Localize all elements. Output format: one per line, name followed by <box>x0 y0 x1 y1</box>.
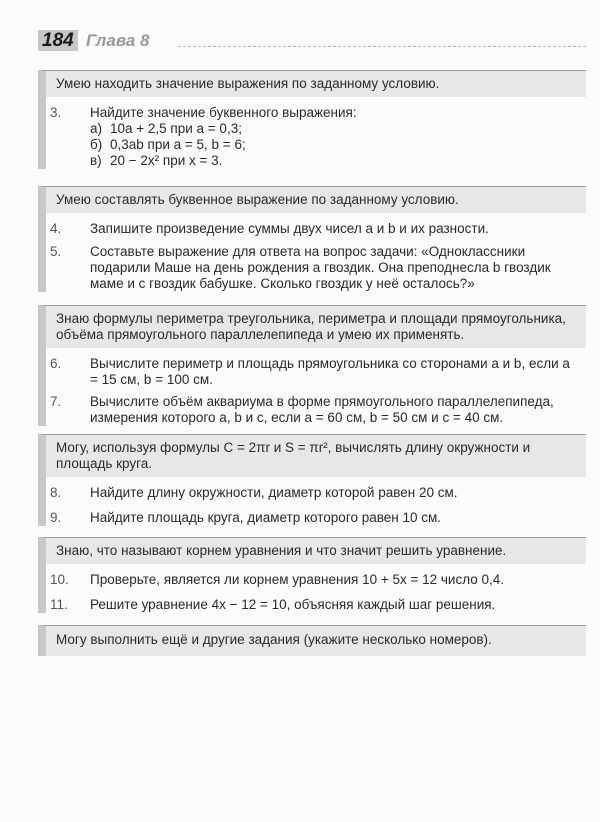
subitem-text: 10a + 2,5 при a = 0,3; <box>110 121 242 136</box>
page-number: 184 <box>38 30 78 51</box>
page-header <box>38 30 586 52</box>
section-banner: Умею находить значение выражения по заданному условию. <box>46 71 586 97</box>
section-banner: Могу выполнить ещё и другие задания (укажите несколько номеров). <box>46 626 586 656</box>
task-text: Вычислите периметр и площадь прямоугольника со сторонами a и b, если a = 15 см, b = 100 см. <box>90 356 570 387</box>
header-divider <box>178 46 586 47</box>
task-text: Найдите площадь круга, диаметр которого равен 10 см. <box>90 510 441 525</box>
task-5 <box>46 244 586 292</box>
task-text: Составьте выражение для ответа на вопрос задачи: «Одноклассники подарили Маше на день рождения a гвоздик. Она преподнесла b гвоздик маме и c гвоздик бабушке. Сколько гвоздик у неё осталось?» <box>90 244 551 291</box>
section-compose-expression <box>38 186 586 292</box>
task-number: 10. <box>50 572 69 587</box>
section-equation-root <box>38 537 586 613</box>
task-7 <box>46 394 586 426</box>
task-number: 9. <box>50 510 62 525</box>
task-number: 6. <box>50 356 62 371</box>
task-11 <box>46 597 586 613</box>
task-number: 3. <box>50 105 62 120</box>
subitem-text: 20 − 2x² при x = 3. <box>110 153 223 168</box>
section-expression-value <box>38 70 586 169</box>
task-number: 11. <box>50 597 68 612</box>
task-text: Проверьте, является ли корнем уравнения 10 + 5x = 12 число 0,4. <box>90 572 505 587</box>
section-formulas <box>38 305 586 426</box>
task-8 <box>46 485 586 501</box>
section-banner: Умею составлять буквенное выражение по заданному условию. <box>46 187 586 213</box>
subitem-label: а) <box>90 121 103 136</box>
task-text: Решите уравнение 4x − 12 = 10, объясняя каждый шаг решения. <box>90 597 496 612</box>
task-number: 4. <box>50 221 62 236</box>
chapter-title: Глава 8 <box>86 31 150 50</box>
section-banner: Знаю формулы периметра треугольника, периметра и площади прямоугольника, объёма прямоугольного параллелепипеда и умею их применять. <box>46 306 586 348</box>
task-9 <box>46 510 586 526</box>
subitem-text: 0,3ab при a = 5, b = 6; <box>110 137 246 152</box>
task-10 <box>46 572 586 588</box>
task-text: Найдите значение буквенного выражения: <box>90 105 357 120</box>
task-text: Найдите длину окружности, диаметр которой равен 20 см. <box>90 485 458 500</box>
task-number: 7. <box>50 394 62 409</box>
task-4 <box>46 221 586 237</box>
task-6 <box>46 356 586 388</box>
task-number: 5. <box>50 244 62 259</box>
task-3 <box>46 105 586 169</box>
task-text: Вычислите объём аквариума в форме прямоугольного параллелепипеда, измерения которого a, b и c, если a = 60 см, b = 50 см и c = 40 см. <box>90 394 554 425</box>
section-banner: Могу, используя формулы C = 2πr и S = πr², вычислять длину окружности и площадь круга. <box>46 435 586 477</box>
section-banner: Знаю, что называют корнем уравнения и что значит решить уравнение. <box>46 538 586 564</box>
section-circle <box>38 434 586 526</box>
subitem-label: б) <box>90 137 103 152</box>
subitem-label: в) <box>90 153 102 168</box>
task-number: 8. <box>50 485 62 500</box>
task-text: Запишите произведение суммы двух чисел a и b и их разности. <box>90 221 489 236</box>
subitem-c <box>90 153 580 169</box>
subitem-b <box>90 137 580 153</box>
subitem-a <box>90 121 580 137</box>
section-other-tasks <box>38 625 586 656</box>
